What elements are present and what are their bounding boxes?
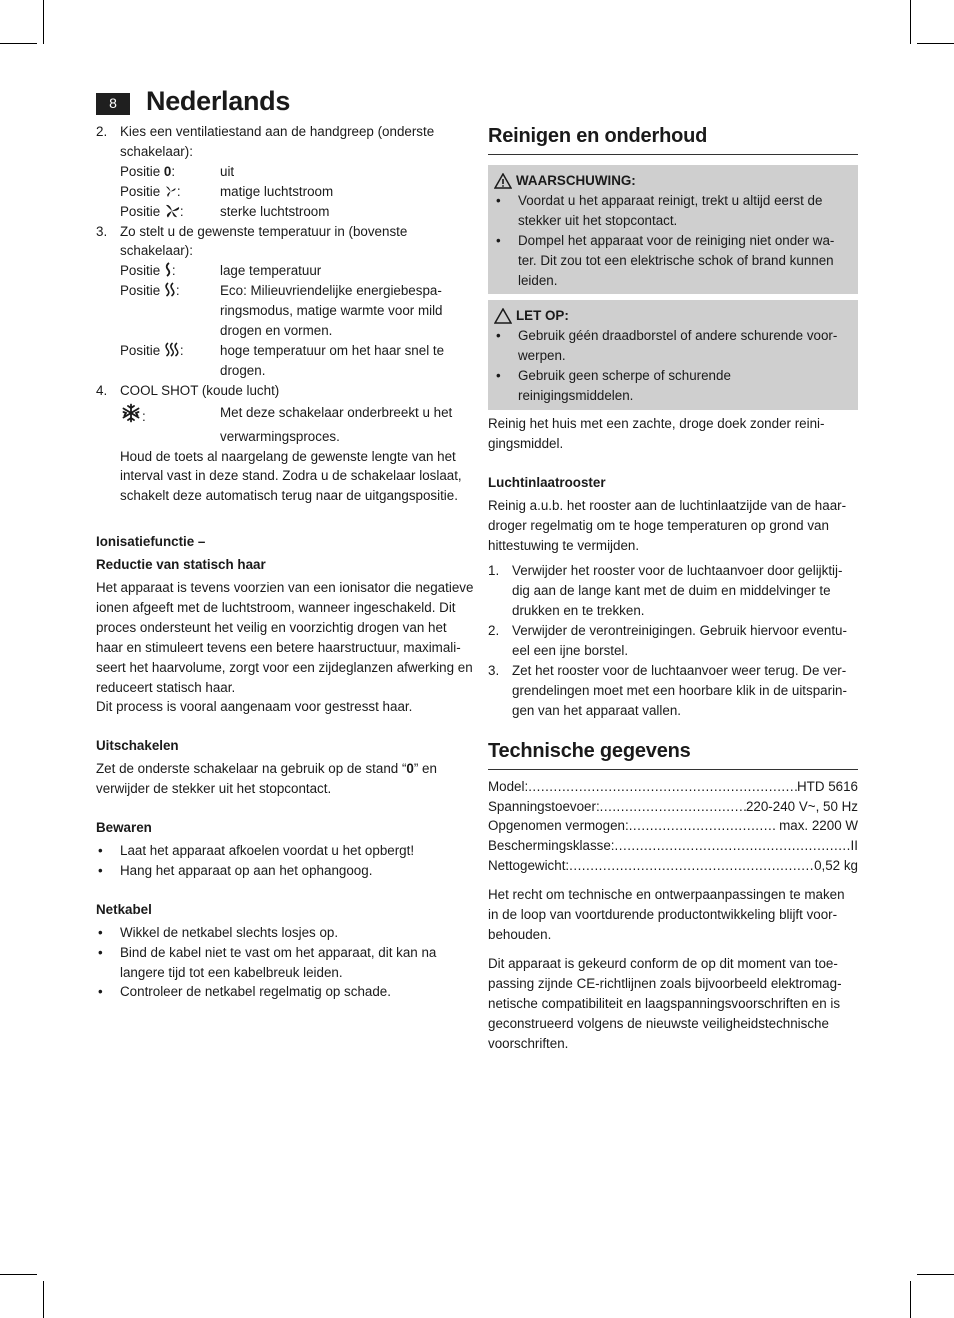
dot-leader	[600, 797, 746, 817]
paragraph-line: droger regelmatig om te hoge temperaturen op grond van	[488, 517, 829, 533]
paragraph-ce	[488, 954, 858, 1054]
paragraph-line: passing zijnde CE-richtlijnen zoals bijvoorbeeld elektromag-	[488, 975, 842, 991]
spec-value: II	[850, 838, 858, 854]
paragraph-line: hittestuwing te vermijden.	[488, 537, 640, 553]
paragraph-line: haar en stimuleert tevens een betere haarstructuur, maximali-	[96, 639, 461, 655]
fan-high-icon	[164, 204, 180, 218]
paragraph-line: seert het haarvolume, zorgt voor een zijdeglanzen afwerking en	[96, 659, 473, 675]
list-item-text: Voordat u het apparaat reinigt, trekt u altijd eerst de	[518, 192, 823, 208]
crop-mark	[0, 1274, 37, 1275]
snowflake-icon	[120, 403, 142, 423]
section-heading: Luchtinlaatrooster	[488, 474, 606, 490]
position-label: Positie	[120, 183, 164, 199]
bullet-dot: •	[98, 944, 103, 960]
page-number: 8	[96, 93, 130, 115]
left-column	[96, 122, 474, 1002]
caution-box	[488, 300, 858, 410]
heat-eco-icon	[164, 282, 176, 297]
position-colon: :	[175, 283, 180, 299]
crop-mark	[0, 43, 37, 44]
list-item	[494, 191, 852, 231]
step-number: 3.	[488, 662, 500, 678]
spec-row	[488, 856, 858, 876]
position-desc: uit	[220, 163, 235, 179]
position-desc: Met deze schakelaar onderbreekt u het	[220, 404, 453, 420]
paragraph-line: Het recht om technische en ontwerpaanpassingen te maken	[488, 887, 845, 903]
dot-leader	[528, 777, 797, 797]
list-item-text: Controleer de netkabel regelmatig op schade.	[120, 984, 391, 1000]
paragraph-line: behouden.	[488, 927, 552, 942]
position-colon: :	[176, 183, 181, 199]
spec-value: max. 2200 W	[775, 818, 858, 834]
list-item	[494, 326, 852, 366]
spec-row	[488, 777, 858, 797]
list-item	[488, 661, 858, 721]
paragraph-line: voorschriften.	[488, 1035, 569, 1051]
spec-table	[488, 777, 858, 877]
list-item-text: Gebruik geen scherpe of schurende	[518, 368, 731, 384]
bullet-dot: •	[98, 862, 103, 878]
list-item-text: dig aan de lange kant met de duim en middelvinger te	[512, 583, 831, 599]
list-item	[488, 621, 858, 661]
section-heading: Uitschakelen	[96, 738, 179, 754]
step-number: 2.	[488, 623, 500, 639]
paragraph-line: proces ondersteunt het veilig en voorzichtig drogen van het	[96, 619, 447, 635]
list-item-text: leiden.	[518, 272, 558, 288]
heat-high-icon	[164, 342, 180, 357]
bullet-dot: •	[98, 984, 103, 1000]
section-storage	[96, 818, 468, 881]
list-item	[488, 561, 858, 621]
text-span: ” en	[413, 761, 437, 777]
position-colon: :	[179, 203, 184, 219]
box-title: LET OP:	[516, 308, 569, 324]
section-heading: Ionisatiefunctie –	[96, 534, 206, 550]
text-span: 0	[406, 761, 414, 777]
paragraph-line: Het apparaat is tevens voorzien van een ionisator die negatieve	[96, 580, 474, 596]
step-temperature-setting	[96, 222, 468, 381]
position-row	[120, 202, 468, 222]
page-title: Nederlands	[146, 86, 291, 116]
position-row	[120, 281, 468, 341]
spec-label: Opgenomen vermogen:	[488, 818, 629, 834]
list-item-text: grendelingen moet met een hoorbare klik in de uitsparin-	[512, 682, 847, 698]
list-item	[494, 366, 852, 406]
spec-label: Spanningstoevoer:	[488, 798, 600, 814]
bullet-dot: •	[496, 192, 501, 208]
spec-row	[488, 836, 858, 856]
position-desc: ringsmodus, matige warmte voor mild	[220, 303, 443, 319]
bullet-dot: •	[98, 843, 103, 858]
spec-label: Nettogewicht:	[488, 858, 570, 874]
page-header	[96, 84, 290, 118]
section-cable	[96, 900, 468, 1003]
list-item	[96, 982, 468, 1002]
step-text: schakelaar):	[120, 143, 193, 159]
step-number: 2.	[96, 124, 108, 139]
position-row	[120, 403, 468, 447]
dot-leader	[569, 856, 814, 876]
paragraph-line: verwijder de stekker uit het stopcontact.	[96, 781, 332, 797]
position-desc: drogen en vormen.	[220, 323, 333, 339]
bullet-dot: •	[496, 368, 501, 384]
position-desc: Eco: Milieuvriendelijke energiebespa-	[220, 283, 442, 299]
bullet-dot: •	[98, 924, 103, 940]
position-label: Positie	[120, 203, 164, 219]
position-label: Positie	[120, 342, 164, 358]
warning-triangle-icon	[494, 173, 512, 189]
step-number: 3.	[96, 223, 108, 239]
crop-mark	[910, 0, 911, 44]
list-item-text: Dompel het apparaat voor de reiniging niet onder wa-	[518, 232, 835, 248]
step-number: 1.	[488, 563, 500, 579]
paragraph-line: Reinig a.u.b. het rooster aan de luchtinlaatzijde van de haar-	[488, 497, 847, 513]
list-item-text: drukken en te trekken.	[512, 603, 645, 619]
list-item-text: Verwijder het rooster voor de luchtaanvoer door gelijktij-	[512, 563, 843, 579]
list-item-text: langere tijd tot een kabelbreuk leiden.	[120, 964, 343, 980]
spec-value: 220-240 V~, 50 Hz	[745, 798, 858, 814]
position-label: Positie	[120, 283, 164, 299]
section-ionisation	[96, 532, 474, 717]
paragraph-line: Dit apparaat is gekeurd conform de op dit moment van toe-	[488, 955, 838, 971]
list-item-text: Bind de kabel niet te vast om het apparaat, dit kan na	[120, 944, 437, 960]
fan-low-icon	[164, 185, 177, 198]
spec-row	[488, 816, 858, 836]
position-label: Positie	[120, 263, 164, 279]
warning-box	[488, 165, 858, 294]
list-item-text: Wikkel de netkabel slechts losjes op.	[120, 924, 339, 940]
list-item-text: werpen.	[518, 348, 566, 364]
position-value: 0	[163, 163, 172, 179]
crop-mark	[917, 1274, 954, 1275]
section-switch-off	[96, 736, 468, 799]
dot-leader	[615, 836, 851, 856]
list-item-text: Gebruik géén draadborstel of andere schurende voor-	[518, 328, 838, 344]
paragraph-line: geconstrueerd volgens de nieuwste veiligheidstechnische	[488, 1015, 829, 1031]
spec-label: Beschermingsklasse:	[488, 838, 615, 854]
crop-mark	[917, 43, 954, 44]
paragraph-line: Dit process is vooral aangenaam voor gestresst haar.	[96, 699, 413, 715]
paragraph-line	[96, 759, 468, 779]
position-row	[120, 341, 468, 381]
step-fan-setting	[96, 122, 468, 222]
right-column	[488, 122, 858, 1053]
section-heading: Bewaren	[96, 820, 152, 836]
position-desc: matige luchtstroom	[220, 183, 334, 199]
position-desc: lage temperatuur	[220, 263, 322, 279]
text-span: Zet de onderste schakelaar na gebruik op de stand “	[96, 761, 407, 777]
section-heading: Netkabel	[96, 901, 152, 917]
step-text: interval vast in deze stand. Zodra u de schakelaar loslaat,	[120, 468, 462, 484]
spec-label: Model:	[488, 778, 529, 794]
paragraph-line: Reinig het huis met een zachte, droge doek zonder reini-	[488, 415, 825, 431]
spec-value: HTD 5616	[796, 778, 858, 794]
step-text: schakelaar):	[120, 243, 193, 259]
list-item	[96, 943, 468, 983]
position-colon: :	[179, 342, 184, 358]
list-item-text: gen van het apparaat vallen.	[512, 702, 681, 718]
step-text: Kies een ventilatiestand aan de handgreep (onderste	[120, 124, 435, 139]
position-desc: drogen.	[220, 362, 266, 378]
position-label: Positie	[120, 163, 164, 179]
step-text: Zo stelt u de gewenste temperatuur in (bovenste	[120, 223, 408, 239]
box-title: WAARSCHUWING:	[516, 173, 636, 188]
step-text: Houd de toets al naargelang de gewenste lengte van het	[120, 448, 456, 464]
step-text: COOL SHOT (koude lucht)	[120, 382, 280, 398]
heat-low-icon	[164, 262, 172, 277]
bullet-dot: •	[496, 328, 501, 344]
spec-value: 0,52 kg	[814, 858, 858, 874]
paragraph-line: reduceert statisch haar.	[96, 679, 236, 695]
paragraph-line: in de loop van voortdurende productontwikkeling blijft voor-	[488, 907, 838, 923]
list-item-text: ter. Dit zou tot een elektrische schok of brand kunnen	[518, 252, 834, 268]
list-item	[494, 231, 852, 291]
step-text: schakelt deze automatisch terug naar de uitgangspositie.	[120, 488, 458, 504]
step-cool-shot	[96, 381, 468, 506]
paragraph-line: netische compatibiliteit en laagspanningsvoorschriften en is	[488, 995, 841, 1011]
position-colon: :	[171, 263, 176, 279]
list-item-text: eel een ijne borstel.	[512, 643, 629, 659]
position-desc: verwarmingsproces.	[220, 428, 340, 444]
position-row	[120, 162, 468, 182]
section-title: Reinigen en onderhoud	[488, 122, 858, 155]
position-colon: :	[142, 408, 146, 424]
section-air-intake	[488, 473, 858, 721]
list-item	[96, 841, 468, 861]
list-item-text: Laat het apparaat afkoelen voordat u het opbergt!	[120, 843, 415, 858]
crop-mark	[43, 0, 44, 44]
crop-mark	[910, 1281, 911, 1318]
list-item-text: Verwijder de verontreinigingen. Gebruik hiervoor eventu-	[512, 623, 847, 639]
position-row	[120, 261, 468, 281]
list-item-text: reinigingsmiddelen.	[518, 388, 634, 404]
bullet-dot: •	[496, 232, 501, 248]
position-colon: :	[171, 163, 176, 179]
section-title: Technische gegevens	[488, 737, 858, 770]
dot-leader	[629, 816, 776, 836]
step-number: 4.	[96, 382, 108, 398]
paragraph-rights	[488, 885, 858, 945]
paragraph-line: ionen afgeeft met de luchtstroom, wanneer ingeschakeld. Dit	[96, 599, 456, 615]
list-item-text: Zet het rooster voor de luchtaanvoer weer terug. De ver-	[512, 662, 847, 678]
list-item	[96, 861, 468, 881]
list-item-text: Hang het apparaat op aan het ophangoog.	[120, 862, 373, 878]
crop-mark	[43, 1281, 44, 1318]
caution-triangle-icon	[494, 308, 512, 324]
section-heading: Reductie van statisch haar	[96, 557, 266, 573]
position-desc: sterke luchtstroom	[220, 203, 330, 219]
list-item-text: stekker uit het stopcontact.	[518, 212, 678, 228]
position-row	[120, 182, 468, 202]
paragraph-line: gingsmiddel.	[488, 435, 564, 451]
spec-row	[488, 797, 858, 817]
list-item	[96, 923, 468, 943]
position-desc: hoge temperatuur om het haar snel te	[220, 342, 445, 358]
